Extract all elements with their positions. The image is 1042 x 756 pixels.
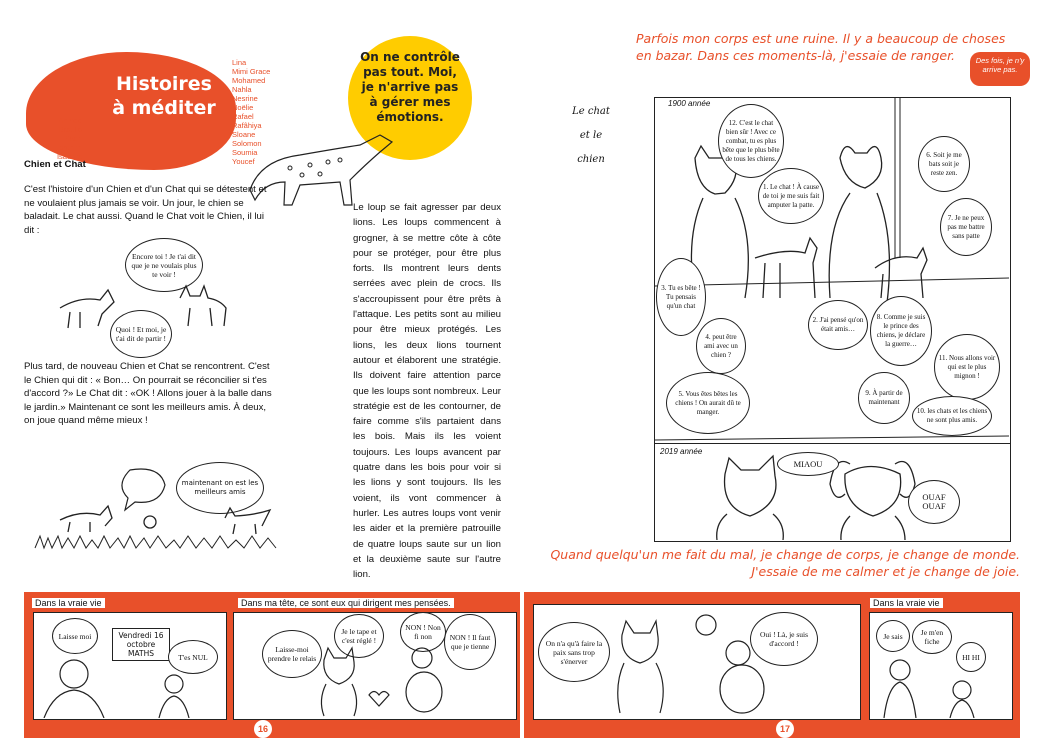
strip-label-4: Dans la vraie vie [870, 598, 943, 608]
author-names-left: Ahmed Braulio Ethan Ibrahim Isadora [56, 116, 82, 161]
speech-bubble-friends: maintenant on est les meilleurs amis [176, 462, 264, 514]
bubble-8: 8. Comme je suis le prince des chiens, je déclare la guerre… [870, 296, 932, 366]
bubble-2: 2. J'ai pensé qu'on était amis… [808, 300, 868, 350]
bubble-ouaf: OUAF OUAF [908, 480, 960, 524]
bubble-5: 5. Vous êtes bêtes les chiens ! On aurait dû te manger. [666, 372, 750, 434]
story-title: Chien et Chat [24, 159, 86, 170]
strip-peace-drawing [534, 605, 859, 718]
bubble-10: 10. les chats et les chiens ne sont plus amis. [912, 396, 992, 436]
bubble-9: 9. À partir de maintenant [858, 372, 910, 424]
playing-drawing [30, 460, 290, 570]
bubble-3: 3. Tu es bête ! Tu pensais qu'un chat [656, 258, 706, 336]
strip-bubble-non2: NON ! Il faut que je tienne [444, 614, 496, 670]
title-line-1: Histoires [116, 73, 212, 95]
bottom-red-text: Quand quelqu'un me fait du mal, je change de corps, je change de monde. J'essaie de me calmer et je change de joie. [550, 547, 1020, 579]
strip-bubble-relais: Laisse-moi prendre le relais [262, 630, 322, 678]
speech-bubble-cat: Encore toi ! Je t'ai dit que je ne voulais plus te voir ! [125, 238, 203, 292]
strip-people-drawing [34, 650, 224, 718]
page-number-right: 17 [776, 720, 794, 738]
strip-bubble-laisse: Laisse moi [52, 618, 98, 654]
year-label-2019: 2019 année [660, 447, 703, 456]
bubble-1: 1. Le chat ! À cause de toi je me suis fait amputer la patte. [758, 168, 824, 224]
strip-bubble-fiche: Je m'en fiche [912, 620, 952, 654]
strip-board: Vendredi 16 octobre MATHS [112, 628, 170, 661]
strip-friends-drawing [870, 650, 1010, 718]
bubble-12: 12. C'est le chat bien sûr ! Avec ce combat, tu es plus bête que le plus bête de tous les chiens. [718, 104, 784, 178]
strip-label-1: Dans la vraie vie [32, 598, 105, 608]
strip-emotions-drawing [234, 640, 514, 718]
bubble-6: 6. Soit je me bats soit je reste zen. [918, 136, 970, 192]
bubble-4: 4. peut être ami avec un chien ? [696, 318, 746, 374]
badge-text: Des fois, je n'y arrive pas. [975, 56, 1025, 74]
strip-bubble-hihi: HI HI [956, 642, 986, 672]
strip-bubble-paix: On n'a qu'à faire la paix sans trop s'énerver [538, 622, 610, 682]
wolves-lions-story: Le loup se fait agresser par deux lions. Les loups commencent à grogner, à se mettre côte à côte pour se protéger, pour être plus forts. Ils montrent leurs dents serrées avec plein de crocs. Ils s'accroupissent pour être prêts à l'attaque. Les petits sont au milieu pour être mieux protégés. Les lions, les deux lions tournent autour et élaborent une stratégie. Ils doivent faire attention parce que les loups sont nombreux. Leur stratégie est de les contourner, de faire comme s'ils partaient dans les bois. Mais ils les voient toujours. Les loups avancent par quatre dans les bois pour voir si les lions y sont toujours. Ils les voient, ils vont commencer à hurler. Les autres loups vont venir les aider et la première patrouille de quatre loups saute sur un lion et la deuxième saute sur l'autre lion. [353, 202, 501, 581]
title-line-2: à méditer [112, 97, 216, 119]
author-names-right: Lina Mimi Grace Mohamed Nahla Nesrine Noëlie Rafael Rafâhiya Sloane Solomon Soumia Youcef [232, 58, 271, 166]
bubble-miaou: MIAOU [777, 452, 839, 476]
strip-bubble-sais: Je sais [876, 620, 910, 652]
dog-cat-drawing [40, 278, 240, 338]
story-paragraph-1: C'est l'histoire d'un Chien et d'un Chat qui se détestent et ne voulaient plus jamais se voir. Un jour, le chien se baladait. Le chat aussi. Quand le Chat voit le Chien, il lui dit : [24, 184, 267, 236]
speech-bubble-dog: Quoi ! Et moi, je t'ai dit de partir ! [110, 310, 172, 358]
strip-bubble-tape: Je le tape et c'est réglé ! [334, 614, 384, 658]
page-title [104, 72, 224, 120]
page-number-left: 16 [254, 720, 272, 738]
strip-bubble-oui: Oui ! Là, je suis d'accord ! [750, 612, 818, 666]
strip-label-2: Dans ma tête, ce sont eux qui dirigent mes pensées. [238, 598, 454, 608]
yellow-quote: On ne contrôle pas tout. Moi, je n'arrive pas à gérer mes émotions. [360, 50, 460, 124]
bubble-11: 11. Nous allons voir qui est le plus mignon ! [934, 334, 1000, 400]
side-title: Le chat et le chien [572, 106, 610, 165]
strip-bubble-nul: T'es NUL [168, 640, 218, 674]
year-label-1900: 1900 année [668, 99, 711, 108]
bubble-7: 7. Je ne peux pas me battre sans patte [940, 198, 992, 256]
strip-bubble-non1: NON ! Non fi non [400, 612, 446, 652]
top-red-text: Parfois mon corps est une ruine. Il y a beaucoup de choses en bazar. Dans ces moments-là, j'essaie de ranger. [636, 31, 1006, 63]
story-paragraph-2: Plus tard, de nouveau Chien et Chat se rencontrent. C'est le Chien qui dit : « Bon… On pourrait se réconcilier si t'es d'accord ?» Le Chat dit : «OK ! Allons jouer à la balle dans le jardin.» Maintenant ce sont les meilleurs amis. À deux, on joue quand même mieux ! [24, 361, 272, 427]
